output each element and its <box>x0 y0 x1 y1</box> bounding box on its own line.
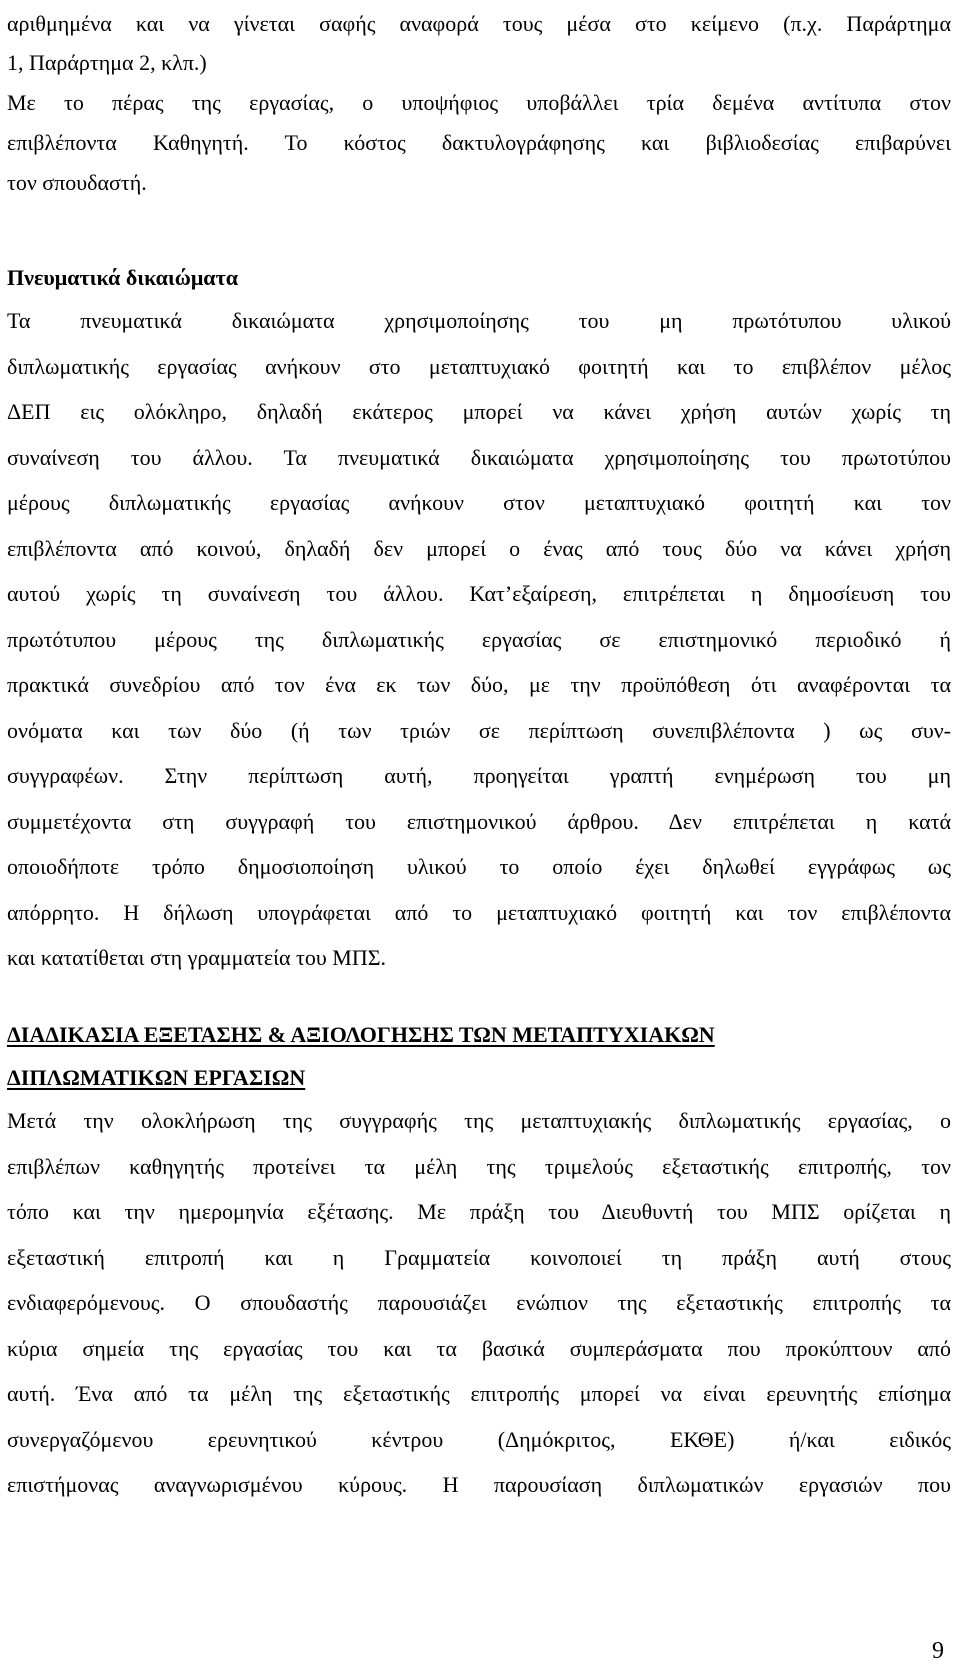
paragraph-line: επιστήμονας αναγνωρισμένου κύρους. Η παρουσίαση διπλωματικών εργασιών που <box>7 1472 951 1497</box>
paragraph-line: Τα πνευματικά δικαιώματα χρησιμοποίησης του μη πρωτότυπου υλικού <box>7 308 951 333</box>
intro-line: Με το πέρας της εργασίας, ο υποψήφιος υποβάλλει τρία δεμένα αντίτυπα στον <box>7 90 951 115</box>
paragraph-line: απόρρητο. Η δήλωση υπογράφεται από το μεταπτυχιακό φοιτητή και τον επιβλέποντα <box>7 900 951 925</box>
section-heading-ip: Πνευματικά δικαιώματα <box>7 265 238 290</box>
paragraph-line: ΔΕΠ εις ολόκληρο, δηλαδή εκάτερος μπορεί να κάνει χρήση αυτών χωρίς τη <box>7 399 951 424</box>
paragraph-line: διπλωματικής εργασίας ανήκουν στο μεταπτυχιακό φοιτητή και το επιβλέπον μέλος <box>7 354 951 379</box>
intro-line: αριθμημένα και να γίνεται σαφής αναφορά τους μέσα στο κείμενο (π.χ. Παράρτημα <box>7 11 951 36</box>
intro-line: τον σπουδαστή. <box>7 170 147 195</box>
paragraph-line: ενδιαφερόμενους. Ο σπουδαστής παρουσιάζει ενώπιον της εξεταστικής επιτροπής τα <box>7 1290 951 1315</box>
intro-line: επιβλέποντα Καθηγητή. Το κόστος δακτυλογράφησης και βιβλιοδεσίας επιβαρύνει <box>7 130 951 155</box>
paragraph-line: συναίνεση του άλλου. Τα πνευματικά δικαιώματα χρησιμοποίησης του πρωτοτύπου <box>7 445 951 470</box>
paragraph-line: συμμετέχοντα στη συγγραφή του επιστημονικού άρθρου. Δεν επιτρέπεται η κατά <box>7 809 951 834</box>
paragraph-line: αυτή. Ένα από τα μέλη της εξεταστικής επιτροπής μπορεί να είναι ερευνητής επίσημα <box>7 1381 951 1406</box>
paragraph-line: επιβλέποντα από κοινού, δηλαδή δεν μπορεί ο ένας από τους δύο να κάνει χρήση <box>7 536 951 561</box>
section-heading-exam <box>7 1063 951 1093</box>
paragraph-line: και κατατίθεται στη γραμματεία του ΜΠΣ. <box>7 945 387 970</box>
paragraph-line: κύρια σημεία της εργασίας του και τα βασικά συμπεράσματα που προκύπτουν από <box>7 1336 951 1361</box>
section-heading-exam-line: ΔΙΑΔΙΚΑΣΙΑ ΕΞΕΤΑΣΗΣ & ΑΞΙΟΛΟΓΗΣΗΣ ΤΩΝ ΜΕΤΑΠΤΥΧΙΑΚΩΝ <box>7 1022 715 1047</box>
paragraph-line: συγγραφέων. Στην περίπτωση αυτή, προηγείται γραπτή ενημέρωση του μη <box>7 763 951 788</box>
paragraph-line: επιβλέπων καθηγητής προτείνει τα μέλη της τριμελούς εξεταστικής επιτροπής, τον <box>7 1154 951 1179</box>
paragraph-line: πρωτότυπου μέρους της διπλωματικής εργασίας σε επιστημονικό περιοδικό ή <box>7 627 951 652</box>
section-heading-exam <box>7 1020 951 1050</box>
paragraph-line: συνεργαζόμενου ερευνητικού κέντρου (Δημόκριτος, ΕΚΘΕ) ή/και ειδικός <box>7 1427 951 1452</box>
intro-line: 1, Παράρτημα 2, κλπ.) <box>7 50 207 75</box>
paragraph-line: τόπο και την ημερομηνία εξέτασης. Με πράξη του Διευθυντή του ΜΠΣ ορίζεται η <box>7 1199 951 1224</box>
paragraph-line: Μετά την ολοκλήρωση της συγγραφής της μεταπτυχιακής διπλωματικής εργασίας, ο <box>7 1108 951 1133</box>
paragraph-line: οποιοδήποτε τρόπο δημοσιοποίηση υλικού το οποίο έχει δηλωθεί εγγράφως ως <box>7 854 951 879</box>
paragraph-line: αυτού χωρίς τη συναίνεση του άλλου. Κατ’εξαίρεση, επιτρέπεται η δημοσίευση του <box>7 581 951 606</box>
paragraph-line: πρακτικά συνεδρίου από τον ένα εκ των δύο, με την προϋπόθεση ότι αναφέρονται τα <box>7 672 951 697</box>
paragraph-line: ονόματα και των δύο (ή των τριών σε περίπτωση συνεπιβλέποντα ) ως συν- <box>7 718 951 743</box>
paragraph-line: εξεταστική επιτροπή και η Γραμματεία κοινοποιεί τη πράξη αυτή στους <box>7 1245 951 1270</box>
section-heading-exam-line: ΔΙΠΛΩΜΑΤΙΚΩΝ ΕΡΓΑΣΙΩΝ <box>7 1065 306 1090</box>
paragraph-line: μέρους διπλωματικής εργασίας ανήκουν στον μεταπτυχιακό φοιτητή και τον <box>7 490 951 515</box>
page-number: 9 <box>932 1638 944 1664</box>
